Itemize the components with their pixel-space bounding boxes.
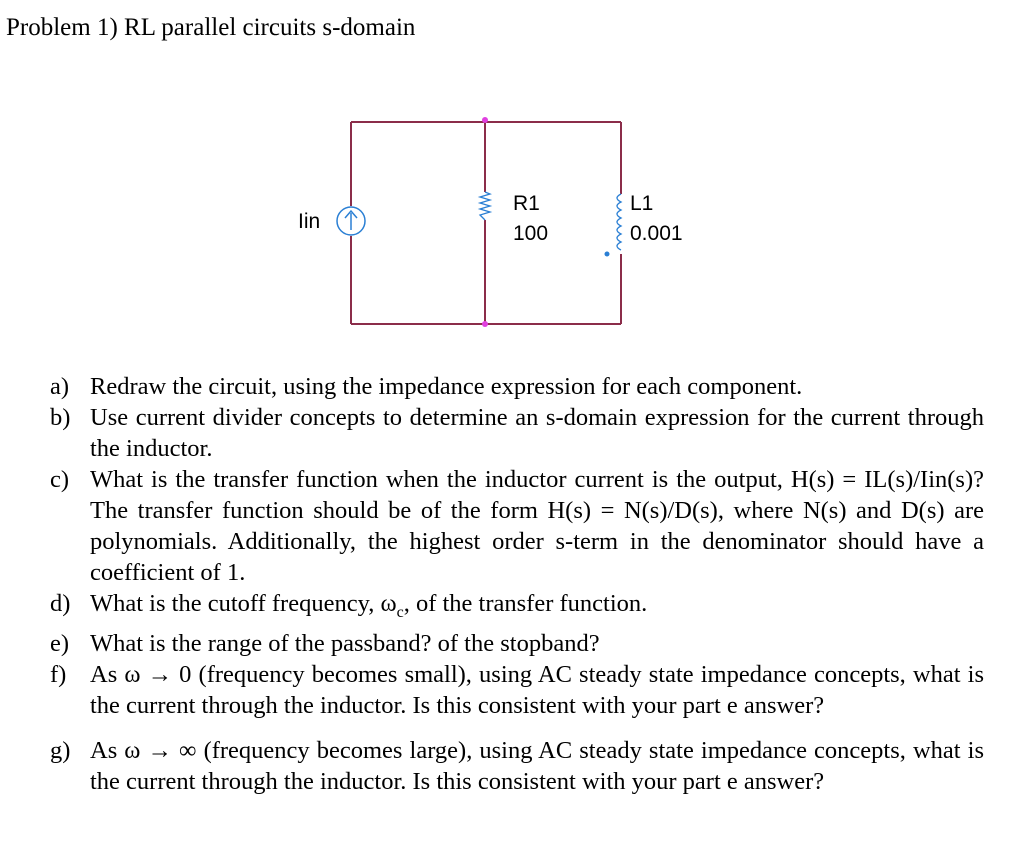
resistor-value: 100 bbox=[513, 222, 549, 245]
question-letter: e) bbox=[50, 629, 70, 657]
question-d bbox=[50, 588, 984, 628]
question-letter: d) bbox=[50, 590, 71, 617]
question-text: As ω → ∞ (frequency becomes large), using AC steady state impedance concepts, what is the current through the inductor. Is this consistent with your part e answer? bbox=[90, 736, 984, 795]
question-text: What is the range of the passband? of the stopband? bbox=[90, 629, 600, 657]
question-letter: b) bbox=[50, 404, 71, 431]
question-f bbox=[50, 659, 984, 721]
node-bottom bbox=[482, 321, 488, 327]
question-letter: a) bbox=[50, 373, 70, 400]
circuit-wires bbox=[351, 122, 621, 324]
question-text: As ω → 0 (frequency becomes small), using AC steady state impedance concepts, what is the current through the inductor. Is this consistent with your part e answer? bbox=[90, 660, 984, 719]
source-label: Iin bbox=[298, 210, 321, 233]
question-letter: c) bbox=[50, 466, 70, 493]
question-e bbox=[50, 628, 984, 659]
question-text: Use current divider concepts to determine an s-domain expression for the current through the inductor. bbox=[90, 404, 984, 462]
current-source bbox=[337, 207, 365, 235]
question-a bbox=[50, 371, 984, 402]
inductor-name: L1 bbox=[630, 192, 654, 215]
question-list bbox=[50, 371, 984, 797]
question-letter: g) bbox=[50, 736, 71, 764]
question-g bbox=[50, 735, 984, 797]
question-text-before: What is the cutoff frequency, ω bbox=[90, 590, 397, 617]
question-c bbox=[50, 464, 984, 588]
question-text-after: , of the transfer function. bbox=[403, 590, 648, 617]
inductor-symbol bbox=[617, 194, 621, 250]
node-top bbox=[482, 117, 488, 123]
problem-title: Problem 1) RL parallel circuits s-domain bbox=[6, 14, 416, 41]
resistor-name: R1 bbox=[513, 192, 540, 215]
inductor-dot bbox=[605, 252, 610, 257]
resistor-symbol bbox=[480, 192, 490, 220]
cutoff-subscript: c bbox=[396, 603, 404, 621]
question-text: Redraw the circuit, using the impedance expression for each component. bbox=[90, 373, 803, 400]
question-b bbox=[50, 402, 984, 464]
inductor-value: 0.001 bbox=[630, 222, 683, 245]
question-letter: f) bbox=[50, 660, 67, 688]
question-text: What is the transfer function when the inductor current is the output, H(s) = IL(s)/Iin(s)? The transfer function should be of the form H(s) = N(s)/D(s), where N(s) and D(s) are polynomials. Additionally, the highest order s-term in the denominator should have a coefficient of 1. bbox=[90, 466, 984, 586]
question-text bbox=[90, 588, 984, 628]
